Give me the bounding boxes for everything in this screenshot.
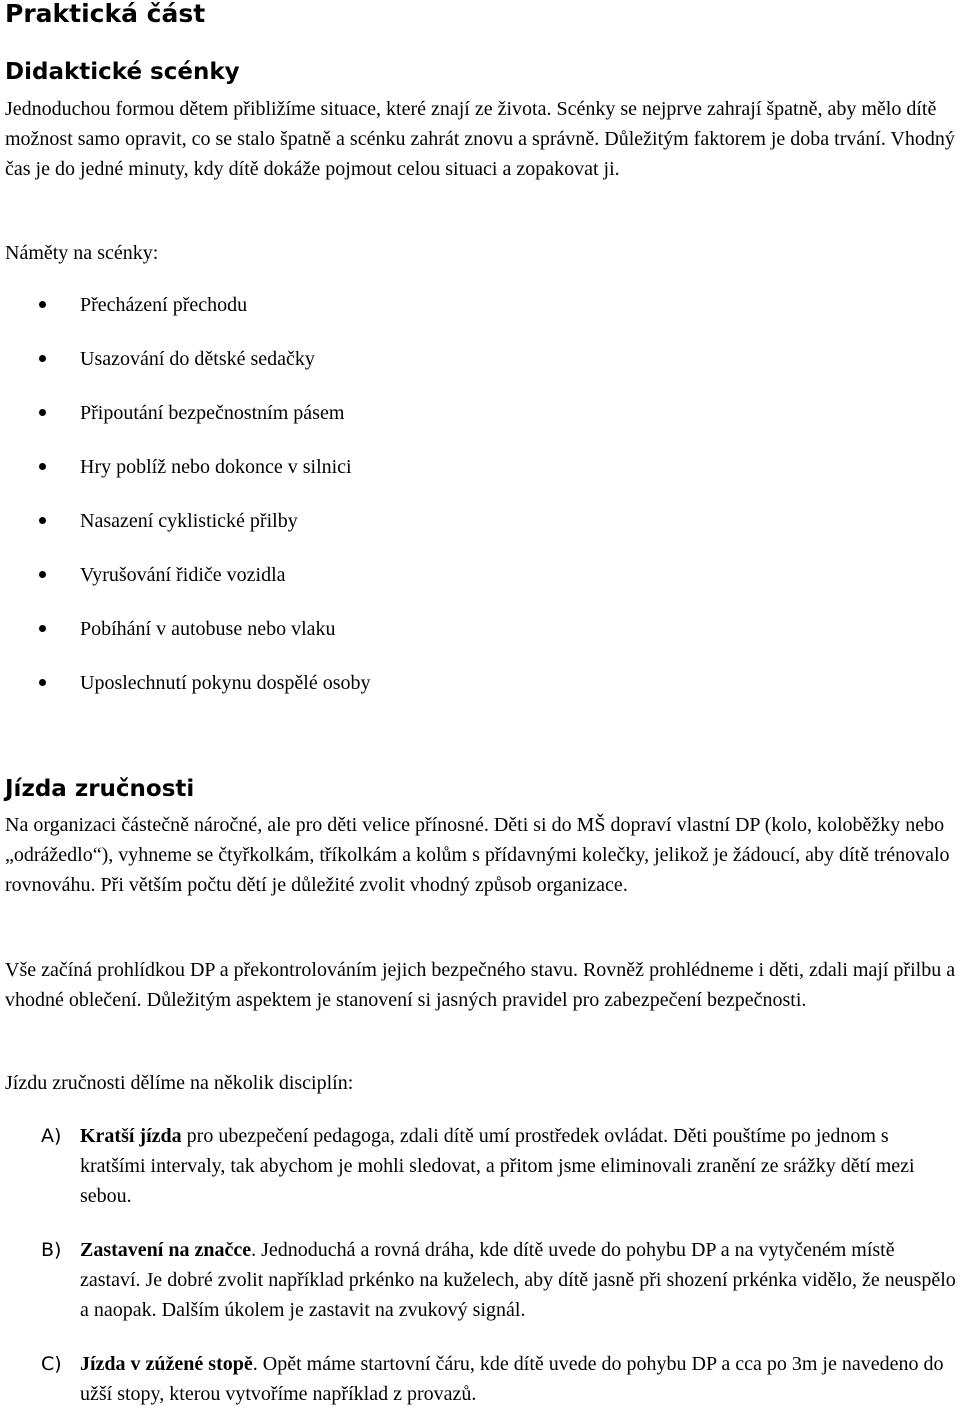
list-marker: B) — [41, 1239, 62, 1261]
bullet-icon — [39, 571, 46, 578]
discipline-text — [80, 1121, 958, 1211]
list-item-text: Usazování do dětské sedačky — [80, 348, 315, 370]
discipline-name: Zastavení na značce — [80, 1239, 252, 1261]
discipline-description: . Opět máme startovní čáru, kde dítě uvede do pohybu DP a cca po 3m je navedeno do užší stopy, kterou vytvoříme například z provazů. — [80, 1353, 944, 1405]
bullet-icon — [39, 355, 46, 362]
bullet-icon — [39, 679, 46, 686]
list-item-text: Hry poblíž nebo dokonce v silnici — [80, 456, 352, 478]
bullet-icon — [39, 517, 46, 524]
list-item-text: Připoutání bezpečnostním pásem — [80, 402, 345, 424]
page-title: Praktická část — [5, 0, 206, 28]
bullet-icon — [39, 409, 46, 416]
discipline-text — [80, 1235, 958, 1325]
list-item-text: Pobíhání v autobuse nebo vlaku — [80, 618, 336, 640]
section-paragraph-organization: Na organizaci částečně náročné, ale pro děti velice přínosné. Děti si do MŠ dopraví vlastní DP (kolo, koloběžky nebo „odrážedlo“), vyhneme se čtyřkolkám, tříkolkám a kolům s přídavnými kolečky, jelikož je žádoucí, aby dítě trénovalo rovnováhu. Při větším počtu dětí je důležité zvolit vhodný způsob organizace. — [5, 814, 950, 896]
discipline-name: Kratší jízda — [80, 1125, 182, 1147]
bullet-icon — [39, 625, 46, 632]
section-heading-didactic-scenes: Didaktické scénky — [5, 59, 240, 85]
section-paragraph-inspection: Vše začíná prohlídkou DP a překontrolováním jejich bezpečného stavu. Rovněž prohlédneme i děti, zdali mají přilbu a vhodné oblečení. Důležitým aspektem je stanovení si jasných pravidel pro zabezpečení bezpečnosti. — [5, 959, 956, 1011]
discipline-name: Jízda v zúžené stopě — [80, 1353, 253, 1375]
topics-label: Náměty na scénky: — [5, 242, 159, 264]
list-marker: C) — [41, 1353, 62, 1375]
section-heading-riding-skills: Jízda zručnosti — [5, 776, 195, 802]
list-item-text: Vyrušování řidiče vozidla — [80, 564, 286, 586]
list-marker: A) — [41, 1125, 62, 1147]
bullet-icon — [39, 301, 46, 308]
bullet-icon — [39, 463, 46, 470]
discipline-description: pro ubezpečení pedagoga, zdali dítě umí prostředek ovládat. Děti pouštíme po jednom s kratšími intervaly, tak abychom je mohli sledovat, a přitom jsme eliminovali zranění ze srážky dětí mezi sebou. — [80, 1125, 915, 1207]
section-paragraph-scenes: Jednoduchou formou dětem přibližíme situace, které znají ze života. Scénky se nejprve zahrají špatně, aby mělo dítě možnost samo opravit, co se stalo špatně a scénku zahrát znovu a správně. Důležitým faktorem je doba trvání. Vhodný čas je do jedné minuty, kdy dítě dokáže pojmout celou situaci a zopakovat ji. — [5, 98, 955, 180]
discipline-description: . Jednoduchá a rovná dráha, kde dítě uvede do pohybu DP a na vytyčeném místě zastaví. Je dobré zvolit například prkénko na kuželech, aby dítě jasně při shození prkénka vidělo, že neuspělo a naopak. Dalším úkolem je zastavit na zvukový signál. — [80, 1239, 956, 1321]
list-item-text: Přecházení přechodu — [80, 294, 248, 316]
list-item-text: Nasazení cyklistické přilby — [80, 510, 298, 532]
discipline-text — [80, 1349, 958, 1409]
disciplines-label: Jízdu zručnosti dělíme na několik disciplín: — [5, 1072, 354, 1094]
list-item-text: Uposlechnutí pokynu dospělé osoby — [80, 672, 371, 694]
